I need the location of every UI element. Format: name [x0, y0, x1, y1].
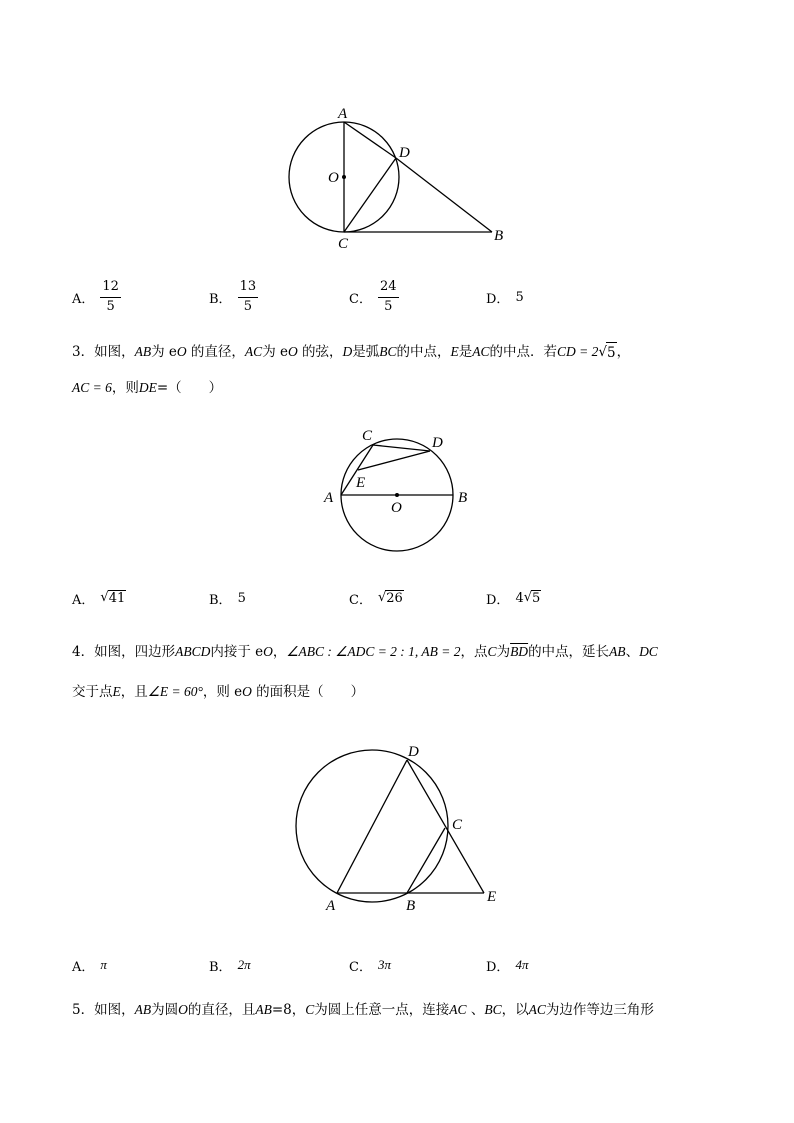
fraction: $\frac{13}{5}$	[239, 279, 257, 314]
q3-line-2: AC = 6，则DE=（ ）	[72, 380, 223, 396]
sqrt-expression: √ 26	[377, 590, 403, 606]
label-C: C	[362, 428, 373, 444]
sqrt-expression: √ 5	[523, 590, 541, 606]
label-D: D	[408, 744, 419, 760]
q3-option-b[interactable]: B． 5	[209, 590, 246, 608]
q4-line-2: 交于点E，且∠E = 60°，则 eO 的面积是（ ）	[72, 684, 365, 700]
label-D: D	[432, 435, 443, 451]
label-E: E	[356, 475, 366, 491]
label-A: A	[324, 490, 334, 506]
label-A: A	[326, 898, 336, 914]
figure-1	[270, 100, 520, 255]
fraction: $\frac{12}{5}$	[102, 279, 119, 314]
label-C: C	[338, 236, 349, 252]
figure-2	[318, 422, 478, 557]
fraction: $\frac{24}{5}$	[379, 279, 397, 314]
label-C: C	[452, 817, 463, 833]
sqrt-expression: √ 41	[100, 590, 126, 606]
q2-option-d[interactable]: D． 5	[486, 289, 524, 307]
q2-option-b[interactable]: B． $\frac{13}{5}$	[209, 279, 257, 314]
label-D: D	[399, 145, 410, 161]
label-B: B	[494, 228, 504, 244]
q2-option-a[interactable]: A． $\frac{12}{5}$	[72, 279, 119, 314]
q2-options	[72, 277, 722, 317]
q4-line-1: 4．如图，四边形ABCD内接于 eO，∠ABC : ∠ADC = 2 : 1, AB = 2，点C为$\overline{BD}$的中点，延长AB、DC	[72, 644, 658, 660]
q4-option-d[interactable]: D． 4π	[486, 957, 529, 975]
q3-option-d[interactable]: D． 4 √ 5	[486, 590, 541, 608]
q4-option-c[interactable]: C． 3π	[349, 957, 391, 975]
label-E: E	[487, 889, 497, 905]
q4-option-a[interactable]: A． π	[72, 957, 107, 975]
label-A: A	[338, 106, 348, 122]
label-O: O	[391, 500, 402, 516]
q5-line-1: 5．如图，AB为圆O的直径，且AB=8，C为圆上任意一点，连接AC 、BC，以AC为边作等边三角形	[72, 1002, 654, 1018]
label-B: B	[406, 898, 416, 914]
q4-options	[72, 945, 722, 985]
label-B: B	[458, 490, 468, 506]
sqrt-expression: √ 5	[598, 344, 616, 361]
figure-3	[290, 740, 510, 920]
label-O: O	[328, 170, 339, 186]
q3-option-c[interactable]: C． √ 26	[349, 590, 403, 608]
q3-line-1: 3．如图，AB为 eO 的直径，AC为 eO 的弦，D是弧BC的中点，E是AC的中点．若CD = 2√ 5 ，	[72, 344, 631, 361]
q3-options	[72, 578, 722, 618]
q2-option-c[interactable]: C． $\frac{24}{5}$	[349, 279, 397, 314]
q3-option-a[interactable]: A． √ 41	[72, 590, 126, 608]
q4-option-b[interactable]: B． 2π	[209, 957, 251, 975]
